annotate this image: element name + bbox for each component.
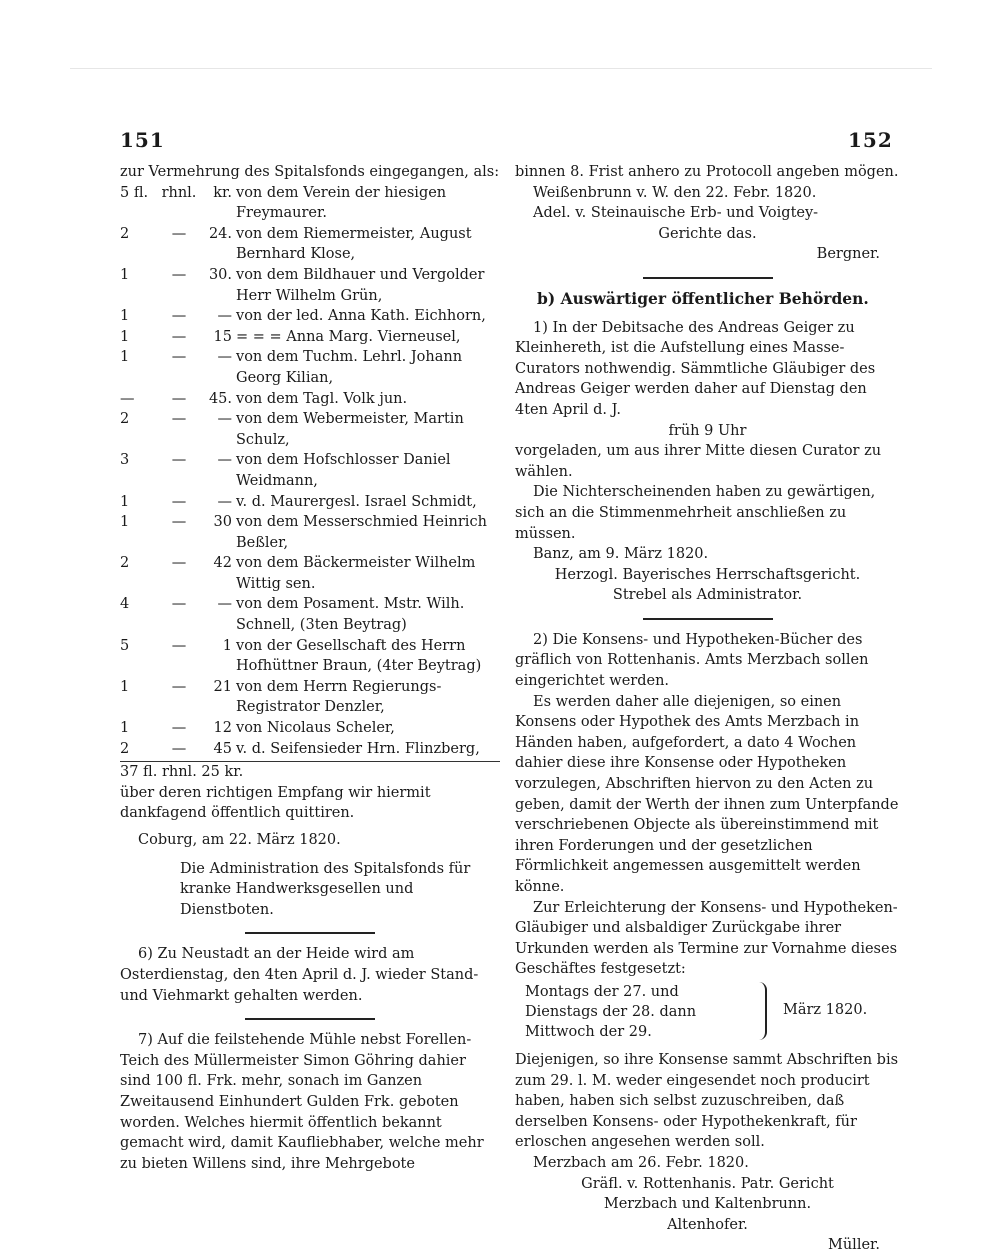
amount-kreuzer: — xyxy=(217,596,232,613)
amount-florin: 1 xyxy=(120,308,130,325)
donor-name: von dem Riemermeister, August Bernhard Klose, xyxy=(236,225,472,263)
donor-name: von dem Webermeister, Martin Schulz, xyxy=(236,411,464,448)
amount-separator: — xyxy=(171,678,187,695)
donor-name: von der Gesellschaft des Herrn Hofhüttner Braun, (4ter Beytrag) xyxy=(236,637,482,675)
section-rule xyxy=(245,1018,375,1020)
amount-separator: — xyxy=(171,266,187,283)
donation-row xyxy=(120,409,500,450)
continuation-text: binnen 8. Frist anhero zu Protocoll angeben mögen. xyxy=(515,164,899,180)
amount-florin: 3 xyxy=(120,452,130,469)
amount-florin: 5 fl. xyxy=(120,184,149,201)
donor-name: v. d. Maurergesl. Israel Schmidt, xyxy=(236,493,477,510)
amount-kreuzer: 45. xyxy=(208,390,232,407)
donor-name: von dem Tagl. Volk jun. xyxy=(236,390,408,407)
item-1-time: früh 9 Uhr xyxy=(668,422,747,439)
amount-separator: — xyxy=(171,740,187,757)
donor-name: v. d. Seifensieder Hrn. Flinzberg, xyxy=(236,740,480,757)
amount-separator: — xyxy=(171,637,187,654)
donor-name: = = = Anna Marg. Vierneusel, xyxy=(236,328,461,345)
donor-name: von dem Hofschlosser Daniel Weidmann, xyxy=(236,452,451,489)
banz-date: Banz, am 9. März 1820. xyxy=(533,546,709,563)
amount-kreuzer: — xyxy=(217,411,232,428)
total-amount: 37 fl. rhnl. 25 kr. xyxy=(120,764,244,781)
amount-florin: 5 xyxy=(120,637,130,654)
donor-name: von dem Herrn Regierungs-Registrator Denzler, xyxy=(236,678,442,716)
banz-signature-line1: Herzogl. Bayerisches Herrschaftsgericht. xyxy=(554,566,861,583)
donor-name: von dem Bildhauer und Vergolder Herr Wilhelm Grün, xyxy=(236,266,485,304)
amount-separator: — xyxy=(171,596,187,613)
section-rule xyxy=(643,618,773,620)
mueller-signature: Müller. xyxy=(828,1237,880,1254)
page-number-right: 152 xyxy=(848,128,893,152)
amount-florin: 1 xyxy=(120,266,130,283)
amount-separator: — xyxy=(171,555,187,572)
amount-separator: — xyxy=(171,390,187,407)
section-rule xyxy=(643,277,773,279)
altenhofer-signature: Altenhofer. xyxy=(667,1216,748,1233)
amount-florin: 2 xyxy=(120,740,130,757)
amount-florin: — xyxy=(120,390,135,407)
donor-name: von der led. Anna Kath. Eichhorn, xyxy=(236,308,486,325)
amount-florin: 1 xyxy=(120,514,130,531)
donation-row xyxy=(120,224,500,265)
weissenbrunn-date: Weißenbrunn v. W. den 22. Febr. 1820. xyxy=(533,184,817,201)
amount-florin: 2 xyxy=(120,555,130,572)
item-1-summons: vorgeladen, um aus ihrer Mitte diesen Curator zu wählen. xyxy=(515,443,882,480)
amount-kreuzer: — xyxy=(217,493,232,510)
amount-florin: 1 xyxy=(120,349,130,366)
donation-row xyxy=(120,553,500,594)
amount-florin: 1 xyxy=(120,678,130,695)
item-1: 1) In der Debitsache des Andreas Geiger zu Kleinhereth, ist die Aufstellung eines Masse-Curators nothwendig. Sämmtliche Gläubiger des Andreas Geiger werden daher auf Dienstag den 4ten April d. J. xyxy=(515,319,876,418)
amount-kreuzer: — xyxy=(217,308,232,325)
item-2-warning: Diejenigen, so ihre Konsense sammt Abschriften bis zum 29. l. M. weder eingesendet noch producirt haben, haben sich selbst zuzuschreiben, daß derselben Konsens- oder Hypothekenkraft, für erloschen angesehen werden soll. xyxy=(515,1051,899,1151)
amount-kreuzer: 15 xyxy=(213,328,232,345)
item-1-consequence: Die Nichterscheinenden haben zu gewärtigen, sich an die Stimmenmehrheit anschließen zu müssen. xyxy=(515,484,876,542)
donation-table xyxy=(120,183,500,760)
coburg-date: Coburg, am 22. März 1820. xyxy=(138,832,341,848)
term-date: Montags der 27. und xyxy=(525,983,679,1000)
donation-row xyxy=(120,389,500,410)
brace-symbol xyxy=(757,982,767,1040)
amount-florin: 2 xyxy=(120,225,130,242)
amount-kreuzer: 30 xyxy=(213,514,232,531)
merzbach-signature-line2: Merzbach und Kaltenbrunn. xyxy=(603,1196,812,1213)
right-column xyxy=(515,162,900,1256)
donor-name: von dem Messerschmied Heinrich Beßler, xyxy=(236,514,487,551)
donation-row xyxy=(120,306,500,327)
term-dates xyxy=(525,982,900,1044)
donor-name: von dem Verein der hiesigen Freymaurer. xyxy=(236,184,447,222)
amount-florin: 1 xyxy=(120,328,130,345)
thanks-text: über deren richtigen Empfang wir hiermit dankfagend öffentlich quittiren. xyxy=(120,784,431,822)
amount-separator: — xyxy=(171,328,187,345)
amount-kreuzer: 1 xyxy=(222,637,232,654)
amount-separator: — xyxy=(171,349,187,366)
term-date: Mittwoch der 29. xyxy=(525,1023,652,1040)
banz-signature-line2: Strebel als Administrator. xyxy=(612,587,803,604)
steinau-signature-line1: Adel. v. Steinauische Erb- und Voigtey- xyxy=(533,205,819,222)
section-heading: b) Auswärtiger öffentlicher Behörden. xyxy=(537,288,869,308)
merzbach-signature-line1: Gräfl. v. Rottenhanis. Patr. Gericht xyxy=(581,1175,834,1192)
item-2-request: Es werden daher alle diejenigen, so einen Konsens oder Hypothek des Amts Merzbach in Händen haben, aufgefordert, a dato 4 Wochen dahier diese ihre Konsense oder Hypotheken vorzulegen, Abschriften hiervon zu den Acten zu geben, damit der Werth der ihnen zum Unterpfande verschriebenen Objecte als übereinstimmend mit ihren Forderungen und der gesetzlichen Förmlichkeit angemessen ausgemittelt werden könne. xyxy=(515,693,899,895)
donor-name: von dem Bäckermeister Wilhelm Wittig sen. xyxy=(236,555,476,592)
item-7: 7) Auf die feilstehende Mühle nebst Forellen-Teich des Müllermeister Simon Göhring dahier sind 100 fl. Frk. mehr, sonach im Ganzen Zweitausend Einhundert Gulden Frk. geboten worden. Welches hiermit öffentlich bekannt gemacht wird, damit Kaufliebhaber, welche mehr zu bieten Willens sind, ihre Mehrgebote xyxy=(120,1032,484,1172)
donation-row xyxy=(120,677,500,718)
amount-separator: — xyxy=(171,411,187,428)
intro-text: zur Vermehrung des Spitalsfonds eingegangen, als: xyxy=(120,164,500,180)
amount-kreuzer: 42 xyxy=(213,555,232,572)
donation-row xyxy=(120,718,500,739)
amount-florin: 2 xyxy=(120,411,130,428)
amount-kreuzer: — xyxy=(217,349,232,366)
amount-separator: — xyxy=(171,493,187,510)
item-2: 2) Die Konsens- und Hypotheken-Bücher des gräflich von Rottenhanis. Amts Merzbach sollen eingerichtet werden. xyxy=(515,631,869,690)
amount-kreuzer: 30. xyxy=(208,266,232,283)
item-6: 6) Zu Neustadt an der Heide wird am Osterdienstag, den 4ten April d. J. wieder Stand- und Viehmarkt gehalten werden. xyxy=(120,946,479,1004)
donor-name: von dem Tuchm. Lehrl. Johann Georg Kilian, xyxy=(236,349,463,386)
amount-separator: — xyxy=(171,225,187,242)
term-date: Dienstags der 28. dann xyxy=(525,1003,697,1020)
steinau-signature-line2: Gerichte das. xyxy=(658,225,757,242)
section-rule xyxy=(245,932,375,934)
amount-separator: — xyxy=(171,452,187,469)
donation-row xyxy=(120,450,500,491)
amount-separator: — xyxy=(171,720,187,737)
amount-kreuzer: 24. xyxy=(208,225,232,242)
donation-row xyxy=(120,183,500,224)
left-column xyxy=(120,162,500,1174)
donation-row xyxy=(120,739,500,760)
donation-row xyxy=(120,594,500,635)
amount-florin: 1 xyxy=(120,720,130,737)
amount-florin: 1 xyxy=(120,493,130,510)
administration-signature: Die Administration des Spitalsfonds für kranke Handwerksgesellen und Dienstboten. xyxy=(180,860,471,918)
amount-kreuzer: kr. xyxy=(213,184,232,201)
merzbach-date: Merzbach am 26. Febr. 1820. xyxy=(533,1154,749,1171)
amount-separator: — xyxy=(171,514,187,531)
amount-kreuzer: 21 xyxy=(213,678,232,695)
bergner-signature: Bergner. xyxy=(816,246,880,263)
donation-row xyxy=(120,636,500,677)
donor-name: von Nicolaus Scheler, xyxy=(236,720,395,737)
amount-separator: — xyxy=(171,308,187,325)
donation-row xyxy=(120,512,500,553)
page-number-left: 151 xyxy=(120,128,165,152)
item-2-terms: Zur Erleichterung der Konsens- und Hypotheken-Gläubiger und alsbaldiger Zurückgabe ihrer Urkunden werden als Termine zur Vornahme dieses Geschäftes festgesetzt: xyxy=(515,899,898,978)
amount-separator: rhnl. xyxy=(161,184,197,201)
donation-row xyxy=(120,492,500,513)
term-month: März 1820. xyxy=(783,1001,868,1018)
donor-name: von dem Posament. Mstr. Wilh. Schnell, (3ten Beytrag) xyxy=(236,596,465,634)
donation-row xyxy=(120,347,500,388)
amount-florin: 4 xyxy=(120,596,130,613)
donation-row xyxy=(120,265,500,306)
amount-kreuzer: — xyxy=(217,452,232,469)
amount-kreuzer: 45 xyxy=(213,740,232,757)
donation-row xyxy=(120,327,500,348)
amount-kreuzer: 12 xyxy=(213,720,232,737)
